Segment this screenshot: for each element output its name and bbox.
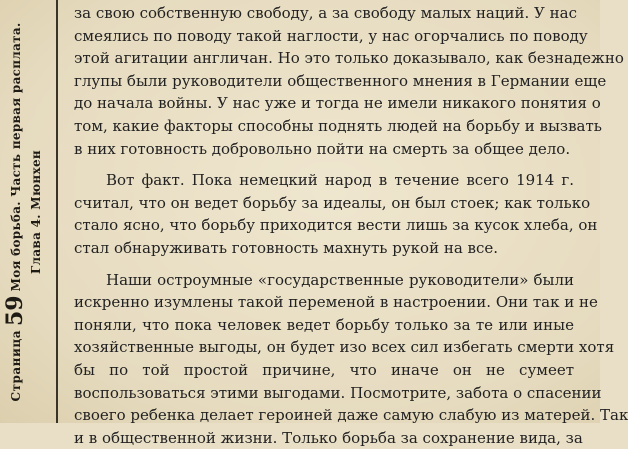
text-line: том, какие факторы способны поднять людей на борьбу и вызвать [74, 116, 602, 135]
body-text [74, 2, 628, 449]
text-line: бы по той простой причине, что иначе он не сумеет [74, 360, 574, 379]
running-header-line [2, 12, 26, 412]
text-line: хозяйственные выгоды, он будет изо всех сил избегать смерти хотя [74, 338, 615, 357]
paragraph-2 [74, 169, 598, 259]
book-title: Моя борьба. Часть первая расплата. [9, 22, 23, 292]
text-line: воспользоваться этими выгодами. Посмотрите, забота о спасении [74, 383, 602, 402]
text-line: этой агитации англичан. Но это только доказывало, как безнадежно [74, 49, 624, 68]
page-number: 59 [2, 295, 28, 326]
page-margin [0, 0, 56, 423]
text-line: Наши остроумные «государственные руководители» были [106, 270, 574, 289]
paragraph-3 [74, 269, 628, 449]
text-line: искренно изумлены такой переменой в настроении. Они так и не [74, 293, 598, 312]
chapter-title: Глава 4. Мюнхен [29, 150, 43, 274]
text-line: смеялись по поводу такой наглости, у нас огорчались по поводу [74, 26, 588, 45]
margin-divider [56, 0, 58, 423]
text-line: за свою собственную свободу, а за свободу малых наций. У нас [74, 4, 578, 22]
text-line: своего ребенка делает героиней даже самую слабую из матерей. Так [74, 406, 628, 425]
text-line: до начала войны. У нас уже и тогда не имели никакого понятия о [74, 94, 601, 113]
text-line: поняли, что пока человек ведет борьбу только за те или иные [74, 315, 574, 334]
page-label: Страница [9, 330, 23, 402]
text-line: стал обнаруживать готовность махнуть рукой на все. [74, 238, 499, 257]
text-line: и в общественной жизни. Только борьба за сохранение вида, за [74, 428, 583, 447]
text-line: стало ясно, что борьбу приходится вести лишь за кусок хлеба, он [74, 216, 598, 235]
text-line: считал, что он ведет борьбу за идеалы, он был стоек; как только [74, 193, 591, 212]
paragraph-1 [74, 2, 624, 160]
text-line: в них готовность добровольно пойти на смерть за общее дело. [74, 139, 571, 158]
running-header [2, 12, 54, 412]
text-line: Вот факт. Пока немецкий народ в течение всего 1914 г. [106, 171, 574, 190]
text-line: глупы были руководители общественного мнения в Германии еще [74, 71, 607, 90]
